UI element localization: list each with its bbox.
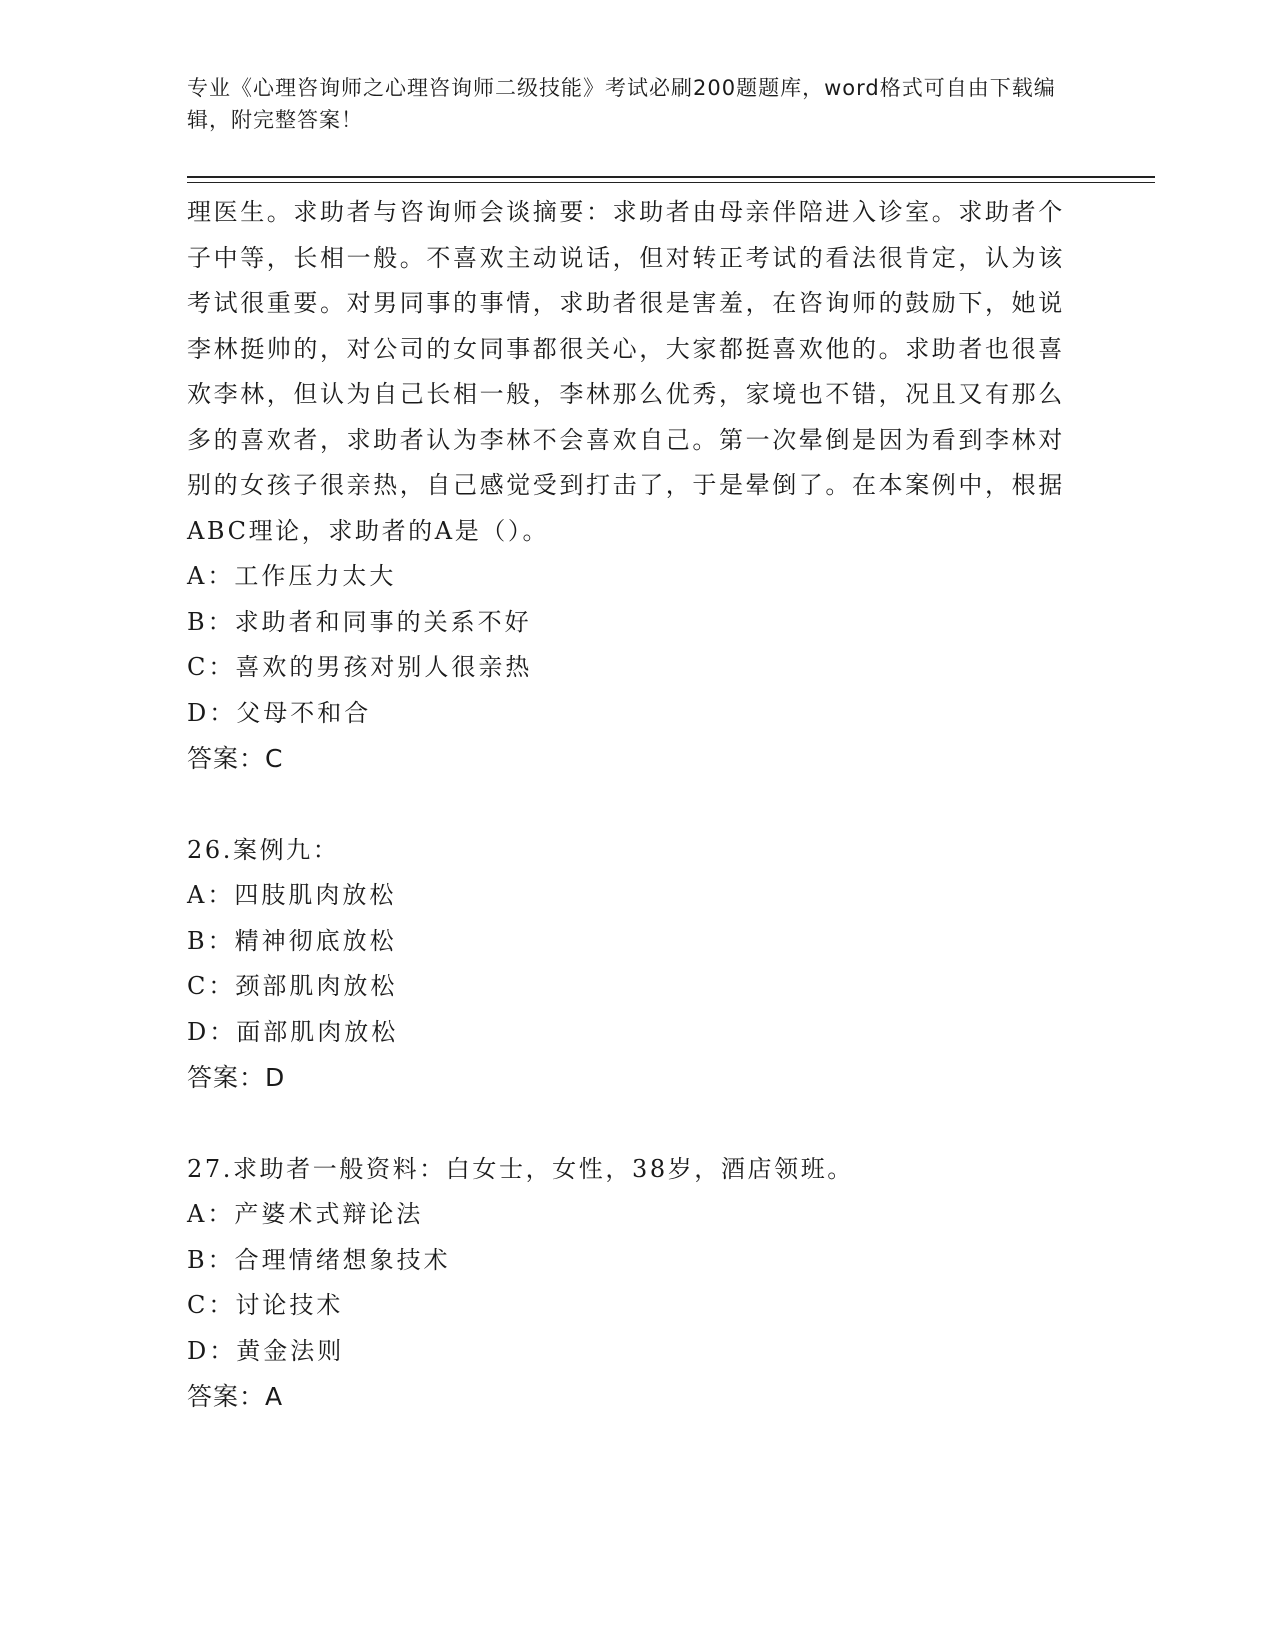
option-a: A：工作压力太大 — [187, 562, 397, 590]
question-25 — [187, 190, 1067, 782]
header-rule-thick — [187, 176, 1155, 178]
option-a: A：四肢肌肉放松 — [187, 881, 397, 909]
option-c: C：讨论技术 — [187, 1291, 344, 1319]
option-b: B：合理情绪想象技术 — [187, 1245, 451, 1274]
question-26 — [187, 828, 1067, 1101]
question-stem: 理医生。求助者与咨询师会谈摘要：求助者由母亲伴陪进入诊室。求助者个子中等，长相一般。不喜欢主动说话，但对转正考试的看法很肯定，认为该考试很重要。对男同事的事情，求助者很是害羞，在咨询师的鼓励下，她说李林挺帅的，对公司的女同事都很关心，大家都挺喜欢他的。求助者也很喜欢李林，但认为自己长相一般，李林那么优秀，家境也不错，况且又有那么多的喜欢者，求助者认为李林不会喜欢自己。第一次晕倒是因为看到李林对别的女孩子很亲热，自己感觉受到打击了，于是晕倒了。在本案例中，根据ABC理论，求助者的A是（）。 — [187, 198, 1065, 545]
option-b: B：精神彻底放松 — [187, 926, 397, 955]
option-d: D：黄金法则 — [187, 1336, 345, 1365]
question-27 — [187, 1147, 1067, 1420]
option-d: D：父母不和合 — [187, 698, 372, 727]
document-header: 专业《心理咨询师之心理咨询师二级技能》考试必刷200题题库，word格式可自由下载编辑，附完整答案！ — [187, 76, 1056, 132]
option-a: A：产婆术式辩论法 — [187, 1200, 424, 1228]
spacer — [187, 782, 1067, 828]
answer: 答案：C — [187, 744, 284, 773]
header-rule-thin — [187, 182, 1155, 183]
answer: 答案：A — [187, 1382, 284, 1411]
answer: 答案：D — [187, 1063, 286, 1092]
question-title: 27.求助者一般资料：白女士，女性，38岁，酒店领班。 — [187, 1154, 854, 1183]
option-c: C：颈部肌肉放松 — [187, 972, 398, 1000]
spacer — [187, 1101, 1067, 1147]
question-title: 26.案例九： — [187, 835, 340, 864]
question-content — [187, 190, 1067, 1420]
option-c: C：喜欢的男孩对别人很亲热 — [187, 653, 533, 681]
option-d: D：面部肌肉放松 — [187, 1017, 399, 1046]
option-b: B：求助者和同事的关系不好 — [187, 607, 532, 636]
